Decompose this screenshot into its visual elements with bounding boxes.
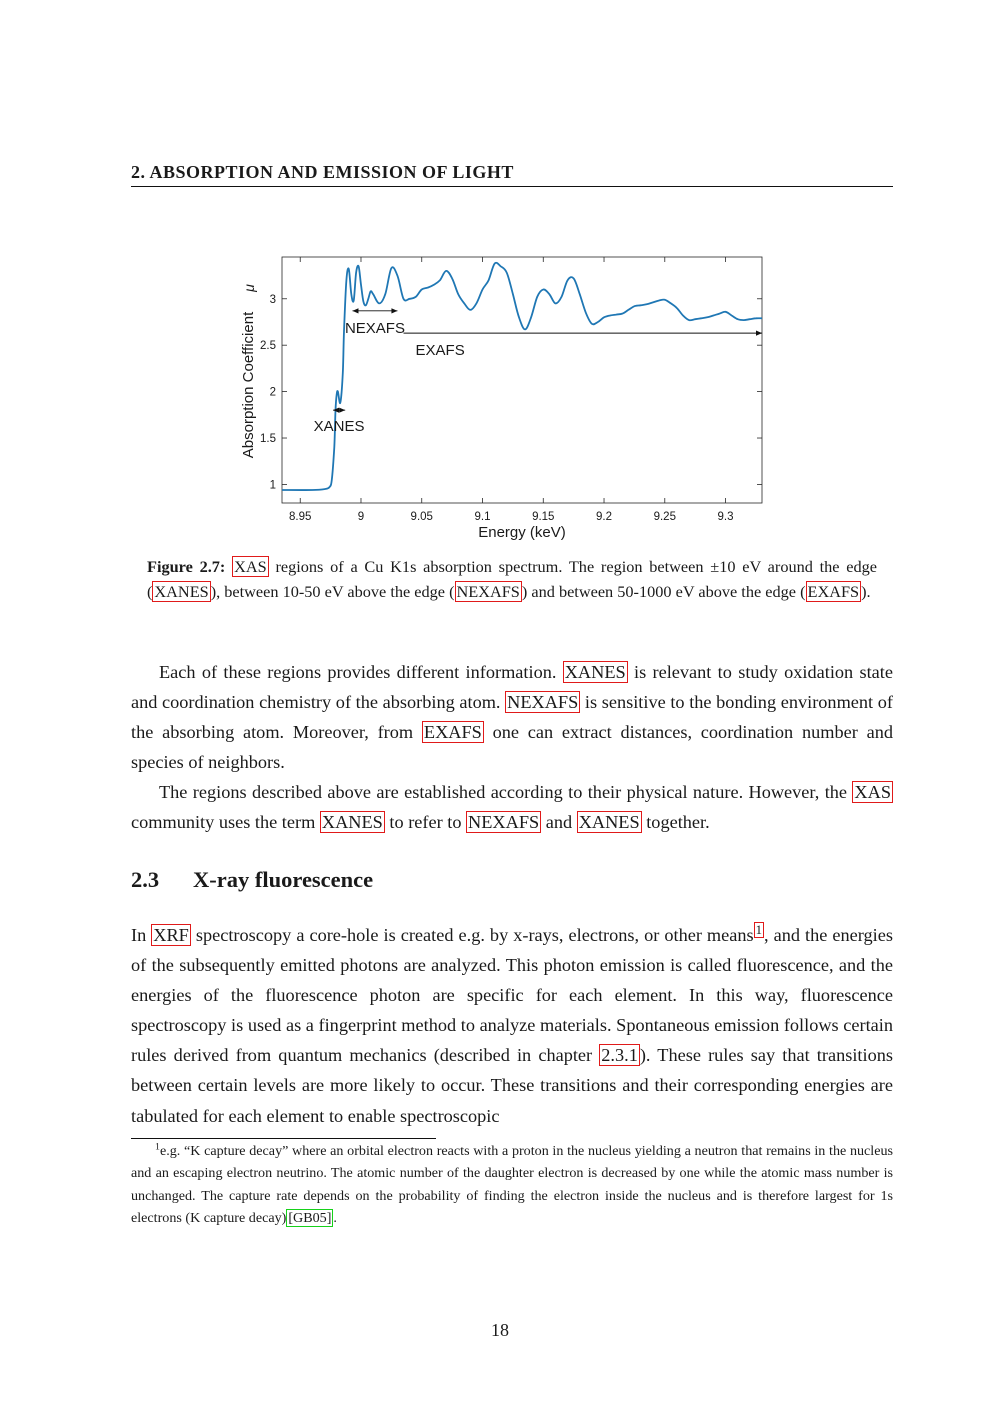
- arrow-head: [391, 308, 397, 313]
- paragraph-text: spectroscopy a core-hole is created e.g. by x-rays, electrons, or other means: [190, 925, 754, 945]
- y-axis-label: Absorption Coefficient: [240, 311, 257, 459]
- y-axis-symbol: μ: [241, 284, 257, 292]
- paragraph: [131, 657, 893, 777]
- section-number: 2.3: [131, 867, 160, 892]
- section-heading: [131, 867, 373, 893]
- paragraph-text: together.: [641, 812, 710, 833]
- acronym-link-xas[interactable]: XAS: [234, 557, 267, 576]
- paragraph: [131, 920, 893, 1131]
- caption-text: ) and between 50-1000 eV above the edge (: [521, 581, 806, 601]
- paragraph: [131, 777, 893, 837]
- y-axis-ticks: [260, 294, 762, 492]
- x-tick-label: 9.3: [717, 511, 734, 523]
- x-tick-label: 9.15: [532, 511, 555, 523]
- acronym-link-xas[interactable]: XAS: [854, 782, 891, 803]
- x-tick-label: 9: [357, 511, 365, 523]
- xas-spectrum-chart: [225, 240, 785, 550]
- footnote: [131, 1140, 893, 1229]
- footnote-mark: 1: [155, 1141, 160, 1153]
- acronym-link-xanes[interactable]: XANES: [154, 581, 209, 601]
- spectrum-line: [282, 263, 762, 490]
- acronym-link-nexafs[interactable]: NEXAFS: [456, 581, 520, 601]
- caption-text: ).: [861, 581, 871, 601]
- y-tick-label: 3: [269, 293, 276, 306]
- caption-text: ), between 10-50 eV above the edge (: [210, 581, 455, 601]
- acronym-link-exafs[interactable]: EXAFS: [423, 722, 482, 743]
- acronym-link-exafs[interactable]: EXAFS: [807, 581, 860, 601]
- paragraph-text: to refer to: [384, 812, 467, 833]
- x-axis-ticks: [289, 257, 734, 523]
- annotation-label-exafs: EXAFS: [415, 342, 465, 360]
- y-tick-label: 2: [269, 386, 276, 399]
- paragraph-text: ). These rules say that transitions between certain levels are more likely to occur. These transitions and their corresponding energies are tabulated for each element to enable spectroscopic: [131, 1045, 893, 1126]
- arrow-head: [339, 408, 345, 413]
- chapter-link[interactable]: 2.3.1: [601, 1045, 638, 1066]
- x-tick-label: 9.05: [410, 511, 433, 523]
- paragraph-text: In: [131, 925, 152, 945]
- footnote-divider: [131, 1138, 436, 1139]
- annotation-label-xanes: XANES: [313, 418, 365, 436]
- x-tick-label: 8.95: [289, 511, 312, 523]
- arrow-head: [352, 308, 358, 313]
- y-tick-label: 2.5: [260, 340, 276, 353]
- annotation-label-nexafs: NEXAFS: [344, 319, 405, 337]
- footnote-text: e.g. “K capture decay” where an orbital electron reacts with a proton in the nucleus yielding a neutron that remains in the nucleus and an escaping electron neutrino. The atomic number of the daughter electron is decreased by one while the atomic mass number is unchanged. The capture rate depends on the probability of finding the electron inside the nucleus and is therefore largest for 1s electrons (K capture decay): [131, 1143, 893, 1226]
- acronym-link-nexafs[interactable]: NEXAFS: [507, 692, 579, 713]
- x-axis-label: Energy (keV): [478, 524, 566, 541]
- acronym-link-xanes[interactable]: XANES: [578, 812, 640, 833]
- citation-link[interactable]: [GB05]: [288, 1209, 332, 1226]
- footnote-link[interactable]: 1: [755, 922, 763, 937]
- figure-label: Figure 2.7:: [147, 557, 226, 576]
- paragraph-text: is sensitive to the bonding environment of the absorbing atom. Moreover, from: [131, 692, 893, 743]
- acronym-link-xanes[interactable]: XANES: [564, 662, 626, 682]
- page-number: 18: [491, 1320, 509, 1340]
- body-text-block: [131, 920, 893, 1131]
- x-tick-label: 9.2: [596, 511, 613, 523]
- arrow-head: [756, 331, 762, 336]
- paragraph-text: one can extract distances, coordination number and species of neighbors.: [131, 722, 893, 773]
- acronym-link-nexafs[interactable]: NEXAFS: [468, 812, 540, 833]
- y-tick-label: 1: [269, 479, 276, 492]
- paragraph-text: and: [541, 812, 577, 833]
- paragraph-text: Each of these regions provides different information.: [159, 662, 563, 682]
- y-tick-label: 1.5: [260, 433, 276, 446]
- body-text-block: [131, 657, 893, 838]
- section-title: X-ray fluorescence: [193, 867, 374, 892]
- x-tick-label: 9.1: [474, 511, 491, 523]
- region-annotations: [314, 308, 762, 435]
- paragraph-text: is relevant to study oxidation state and coordination chemistry of the absorbing atom.: [131, 662, 893, 713]
- paragraph-text: , and the energies of the subsequently emitted photons are analyzed. This photon emission is called fluorescence, and the energies of the fluorescence photon are specific for each element. In this way, fluorescence spectroscopy is used as a fingerprint method to analyze materials. Spontaneous emission follows certain rules derived from quantum mechanics (described in chapter: [131, 925, 893, 1066]
- x-tick-label: 9.25: [653, 511, 676, 523]
- paragraph-text: The regions described above are established according to their physical nature. However, the: [159, 782, 853, 803]
- paragraph-text: community uses the term: [131, 812, 320, 833]
- footnote-text: .: [333, 1209, 337, 1226]
- running-head: 2. ABSORPTION AND EMISSION OF LIGHT: [131, 162, 893, 187]
- acronym-link-xanes[interactable]: XANES: [321, 812, 383, 833]
- acronym-link-xrf[interactable]: XRF: [153, 925, 189, 945]
- figure-caption: [147, 555, 877, 604]
- caption-text: regions of a Cu K1s absorption spectrum. The region between ±10 eV around the edge (: [147, 557, 878, 601]
